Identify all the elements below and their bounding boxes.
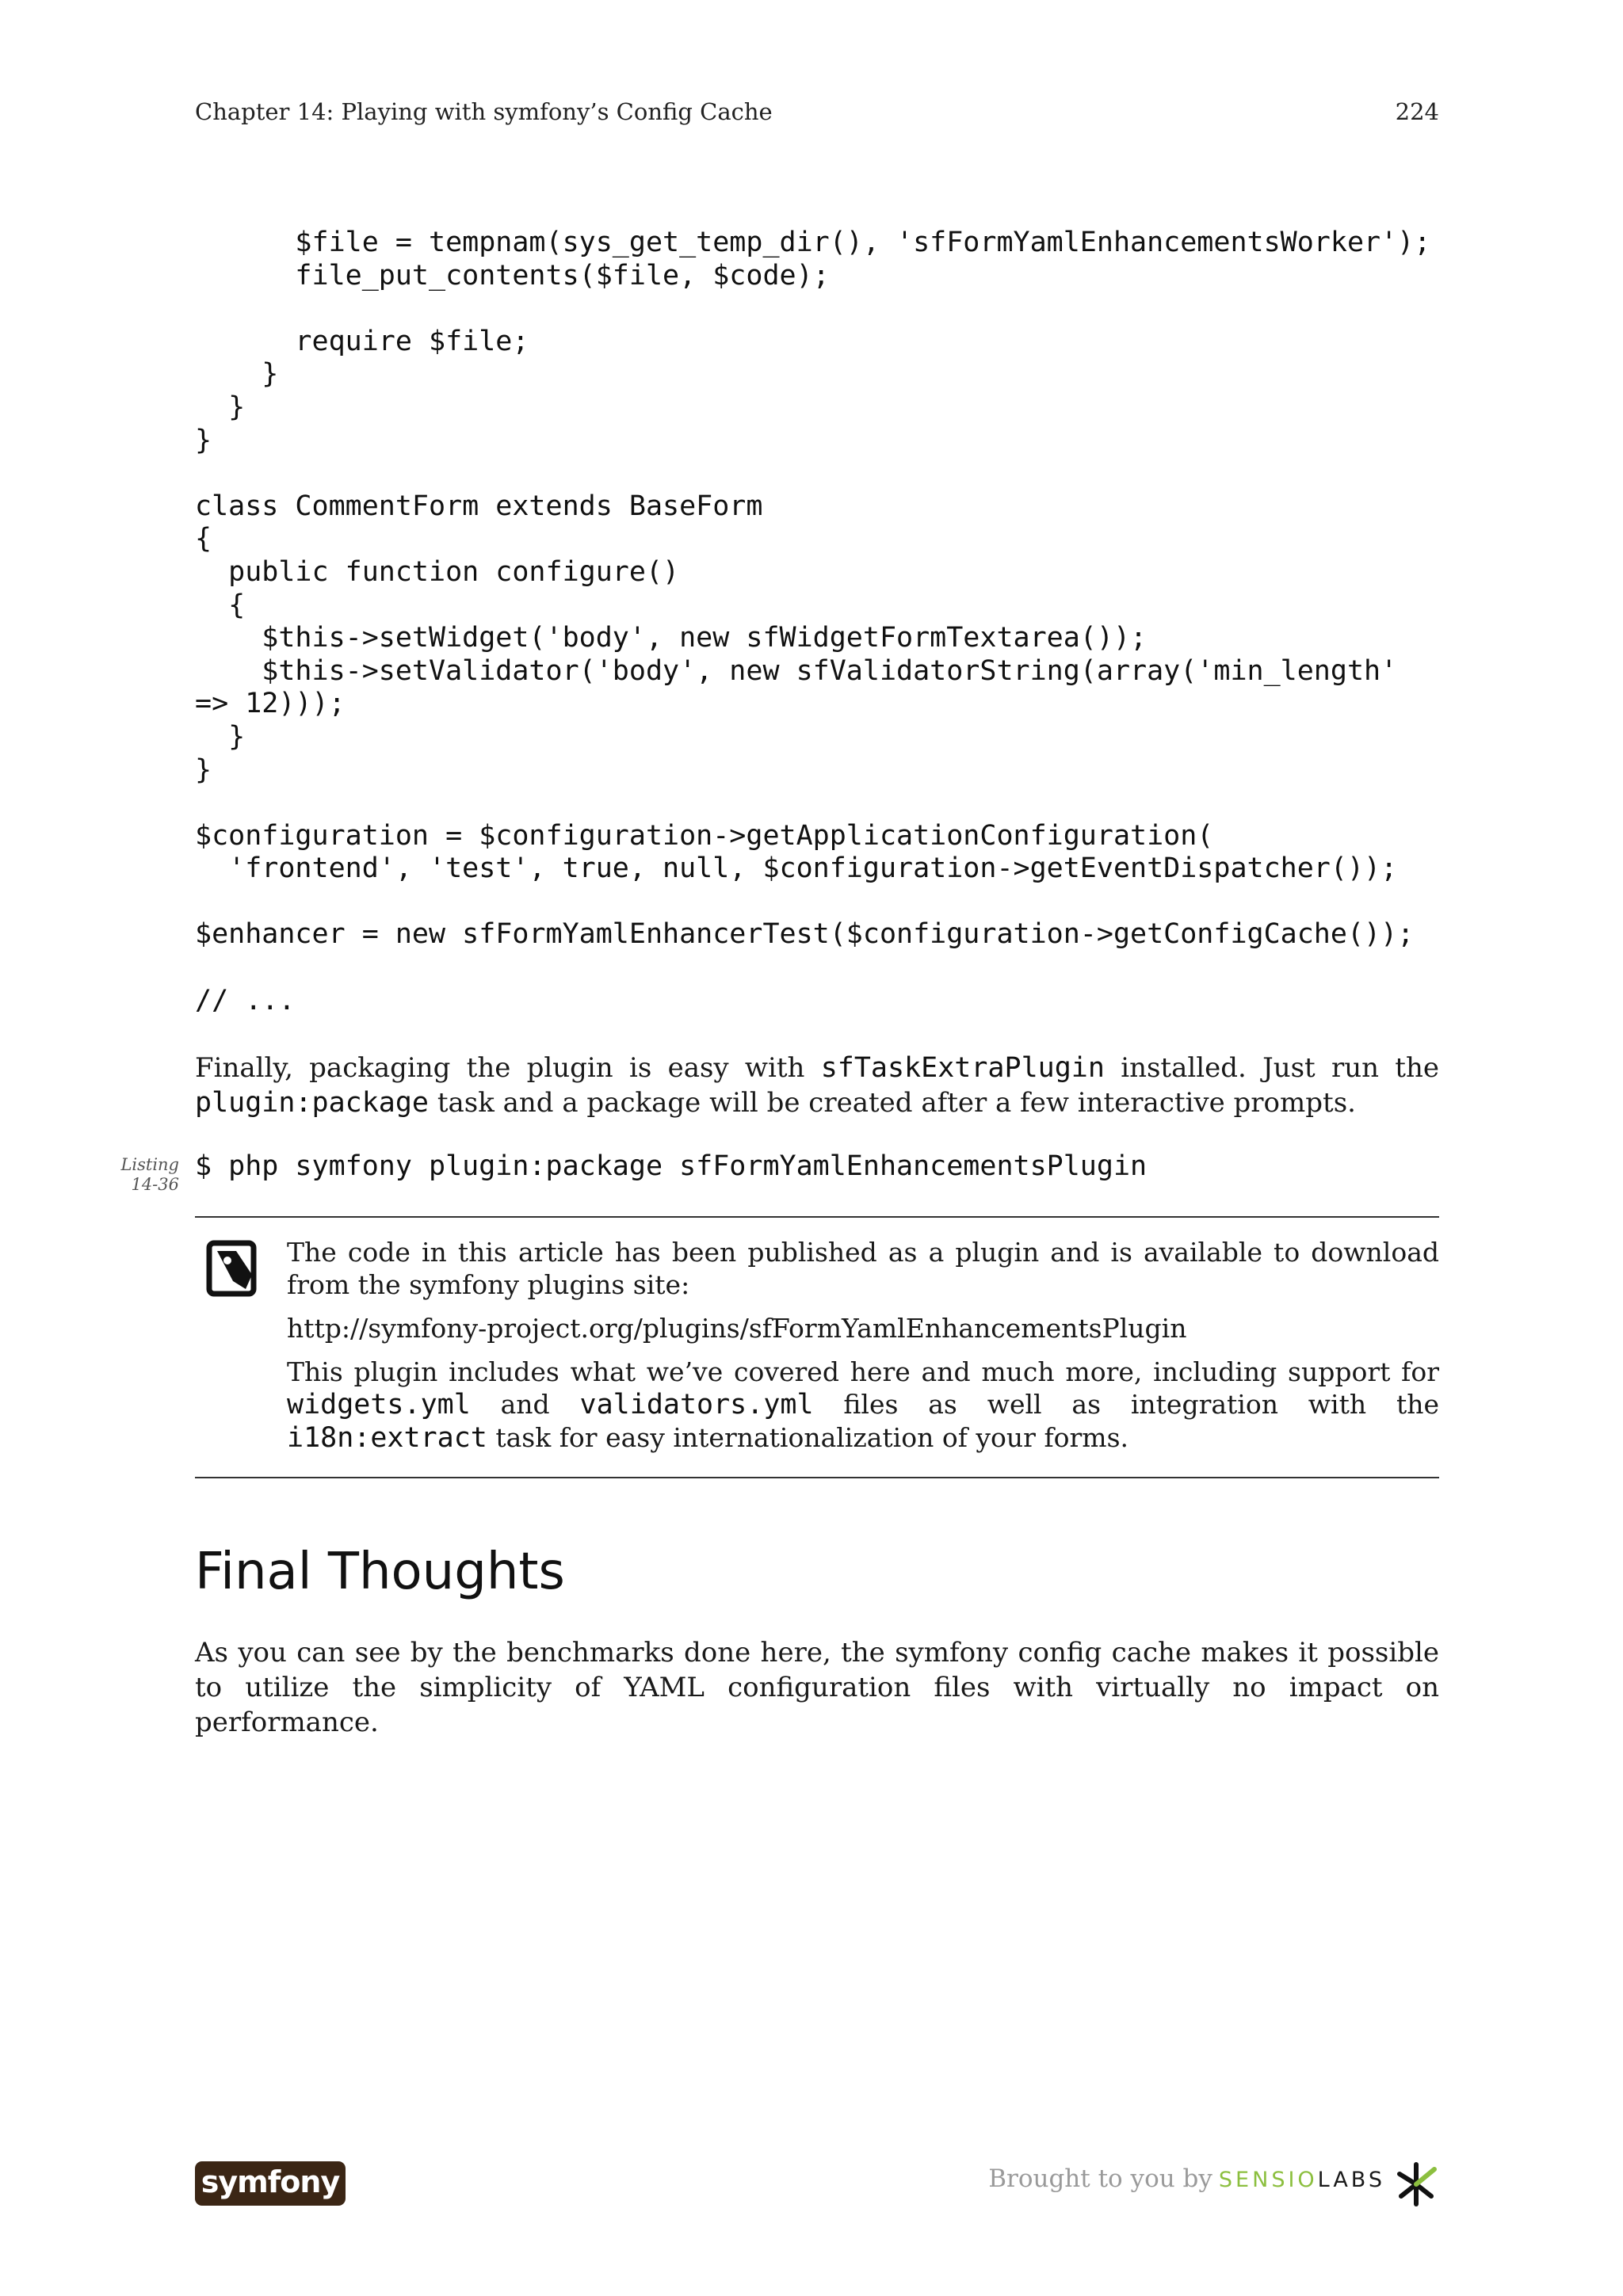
paragraph-text: task and a package will be created after a few interactive prompts.: [429, 1087, 1356, 1119]
inline-code: validators.yml: [579, 1389, 814, 1421]
note-icon: [206, 1240, 260, 1299]
note-bottom-rule: [195, 1477, 1439, 1478]
section-body: As you can see by the benchmarks done here, the symfony config cache makes it possible to utilize the simplicity of YAML configuration files with virtually no impact on performance.: [195, 1637, 1439, 1738]
listing-number: 14-36: [131, 1175, 179, 1194]
page-number: 224: [1395, 98, 1439, 125]
sensiolabs-star-icon: [1392, 2160, 1441, 2209]
packaging-paragraph: [195, 1051, 1439, 1120]
note-plugin-description: [287, 1356, 1439, 1455]
inline-code: i18n:extract: [287, 1422, 487, 1454]
inline-code: widgets.yml: [287, 1389, 471, 1421]
inline-code: sfTaskExtraPlugin: [820, 1052, 1105, 1084]
section-title: Final Thoughts: [195, 1543, 565, 1601]
listing-label-word: Listing: [120, 1155, 179, 1174]
note-text: task for easy internationalization of your forms.: [487, 1422, 1129, 1453]
note-text: This plugin includes what we’ve covered here and much more, including support for: [287, 1356, 1439, 1387]
listing-command: $ php symfony plugin:package sfFormYamlEnhancementsPlugin: [195, 1150, 1148, 1182]
brand-labs: LABS: [1317, 2168, 1385, 2192]
footer-credit: [988, 2164, 1385, 2193]
credit-text: Brought to you by: [988, 2164, 1212, 2193]
code-block: $file = tempnam(sys_get_temp_dir(), 'sfFormYamlEnhancementsWorker'); file_put_contents($file, $code); require $file; } } } class CommentForm extends BaseForm { public function configure() { $this->setWidget('body', new sfWidgetFormTextarea()); $this->setValidator('body', new sfValidatorString(array('min_length' => 12))); } } $configuration = $configuration->getApplicationConfiguration( 'frontend', 'test', true, null, $configuration->getEventDispatcher()); $enhancer = new sfFormYamlEnhancerTest($configuration->getConfigCache()); // ...: [195, 227, 1431, 1016]
paragraph-text: installed. Just run the: [1104, 1052, 1439, 1084]
inline-code: plugin:package: [195, 1087, 430, 1119]
note-text: files as well as integration with the: [813, 1389, 1439, 1420]
listing-label: [111, 1155, 179, 1195]
brand-sensio: SENSIO: [1218, 2168, 1318, 2192]
sensiolabs-brand: [1219, 2168, 1385, 2192]
note-line: The code in this article has been published as a plugin and is available to download from the symfony plugins site:: [287, 1237, 1439, 1300]
note-box: [287, 1236, 1439, 1466]
logo-text: symfony: [200, 2164, 340, 2199]
note-top-rule: [195, 1216, 1439, 1218]
paragraph-text: Finally, packaging the plugin is easy with: [195, 1052, 821, 1084]
chapter-title: Chapter 14: Playing with symfony’s Config Cache: [195, 98, 773, 125]
symfony-logo: [195, 2161, 346, 2206]
note-text: and: [470, 1389, 580, 1420]
plugin-url: http://symfony-project.org/plugins/sfFormYamlEnhancementsPlugin: [287, 1313, 1187, 1344]
page-header: [195, 98, 1439, 130]
